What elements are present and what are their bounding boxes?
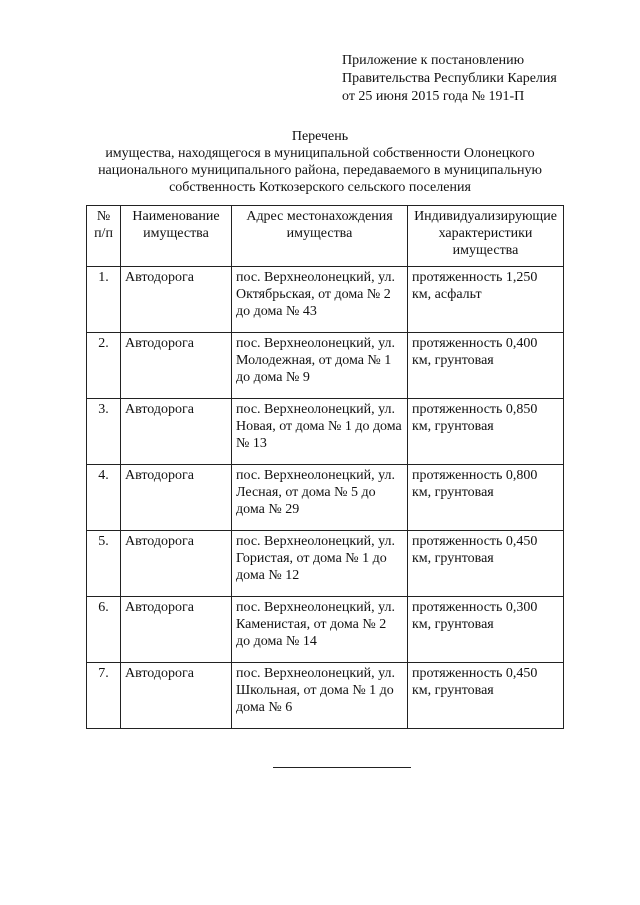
cell-num: 4. [87, 465, 121, 531]
title-line: имущества, находящегося в муниципальной собственности Олонецкого [105, 146, 535, 161]
cell-address: пос. Верхнеолонецкий, ул. Каменистая, от дома № 2 до дома № 14 [232, 597, 408, 663]
cell-name: Автодорога [121, 663, 232, 729]
cell-name: Автодорога [121, 465, 232, 531]
cell-num: 3. [87, 399, 121, 465]
title-line: национального муниципального района, передаваемого в муниципальную [98, 163, 542, 178]
cell-num: 6. [87, 597, 121, 663]
appendix-line: Приложение к постановлению [342, 53, 525, 68]
table-row [87, 267, 564, 333]
footer-divider [273, 767, 411, 768]
table-row [87, 465, 564, 531]
cell-characteristics: протяженность 0,850 км, грунтовая [408, 399, 564, 465]
table-row [87, 531, 564, 597]
cell-name: Автодорога [121, 267, 232, 333]
table-row [87, 333, 564, 399]
cell-address: пос. Верхнеолонецкий, ул. Молодежная, от дома № 1 до дома № 9 [232, 333, 408, 399]
appendix-line: Правительства Республики Карелия [342, 71, 557, 86]
cell-characteristics: протяженность 0,800 км, грунтовая [408, 465, 564, 531]
cell-num: 2. [87, 333, 121, 399]
cell-characteristics: протяженность 0,400 км, грунтовая [408, 333, 564, 399]
table-row [87, 597, 564, 663]
header-name: Наименование имущества [121, 206, 232, 267]
table-row [87, 663, 564, 729]
header-address: Адрес местонахождения имущества [232, 206, 408, 267]
property-table [86, 205, 564, 729]
cell-characteristics: протяженность 0,300 км, грунтовая [408, 597, 564, 663]
cell-address: пос. Верхнеолонецкий, ул. Школьная, от дома № 1 до дома № 6 [232, 663, 408, 729]
appendix-line: от 25 июня 2015 года № 191-П [342, 89, 525, 104]
cell-characteristics: протяженность 0,450 км, грунтовая [408, 531, 564, 597]
cell-characteristics: протяженность 0,450 км, грунтовая [408, 663, 564, 729]
cell-num: 1. [87, 267, 121, 333]
cell-address: пос. Верхнеолонецкий, ул. Лесная, от дома № 5 до дома № 29 [232, 465, 408, 531]
cell-name: Автодорога [121, 333, 232, 399]
title-heading: Перечень [291, 129, 349, 144]
cell-address: пос. Верхнеолонецкий, ул. Гористая, от дома № 1 до дома № 12 [232, 531, 408, 597]
header-characteristics: Индивидуализирующие характеристики имущества [408, 206, 564, 267]
cell-name: Автодорога [121, 531, 232, 597]
header-num: № п/п [87, 206, 121, 267]
appendix-header [342, 52, 557, 106]
cell-name: Автодорога [121, 597, 232, 663]
cell-num: 7. [87, 663, 121, 729]
cell-characteristics: протяженность 1,250 км, асфальт [408, 267, 564, 333]
cell-address: пос. Верхнеолонецкий, ул. Новая, от дома № 1 до дома № 13 [232, 399, 408, 465]
cell-num: 5. [87, 531, 121, 597]
title-line: собственность Коткозерского сельского поселения [169, 180, 471, 195]
table-row [87, 399, 564, 465]
table-header-row [87, 206, 564, 267]
cell-name: Автодорога [121, 399, 232, 465]
document-title [80, 128, 560, 196]
cell-address: пос. Верхнеолонецкий, ул. Октябрьская, от дома № 2 до дома № 43 [232, 267, 408, 333]
